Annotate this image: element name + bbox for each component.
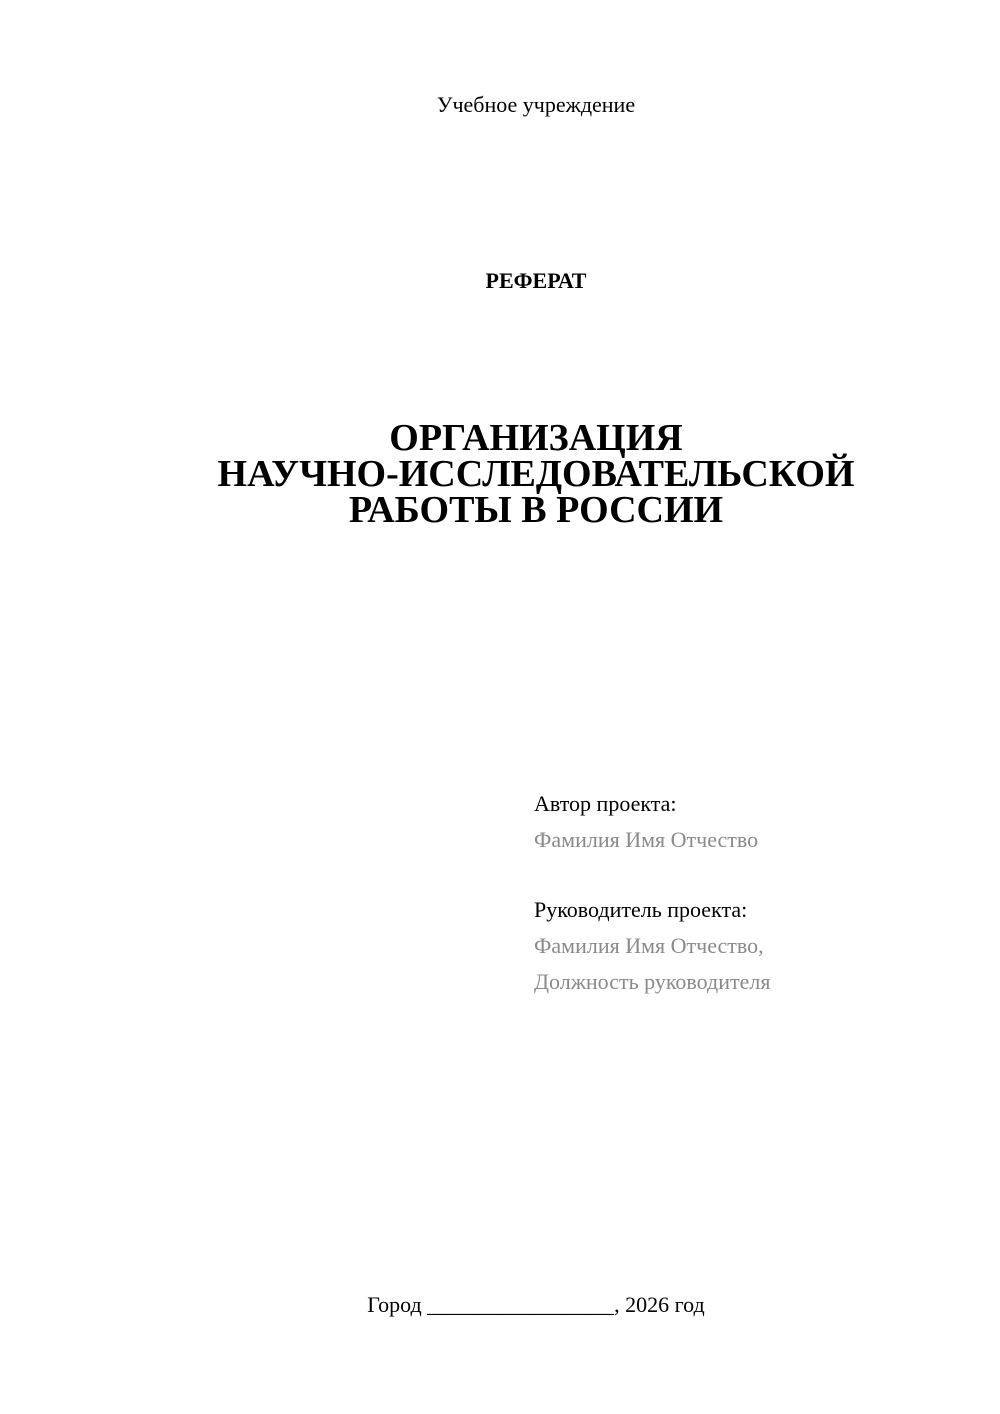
author-label: Автор проекта:: [534, 791, 677, 816]
city-year-line: Город _________________, 2026 год: [367, 1292, 705, 1317]
author-name: Фамилия Имя Отчество: [534, 827, 759, 852]
credits-block: [534, 786, 974, 1000]
title-line: НАУЧНО-ИССЛЕДОВАТЕЛЬСКОЙ: [217, 453, 855, 495]
supervisor-position: Должность руководителя: [534, 969, 771, 994]
credits-spacer: [534, 858, 974, 892]
supervisor-label: Руководитель проекта:: [534, 897, 748, 922]
institution-name: Учебное учреждение: [436, 92, 636, 117]
document-title: [0, 417, 1000, 531]
document-type: РЕФЕРАТ: [485, 268, 587, 293]
title-line: РАБОТЫ В РОССИИ: [348, 489, 724, 531]
supervisor-name: Фамилия Имя Отчество,: [534, 933, 764, 958]
title-line: ОРГАНИЗАЦИЯ: [389, 417, 683, 459]
